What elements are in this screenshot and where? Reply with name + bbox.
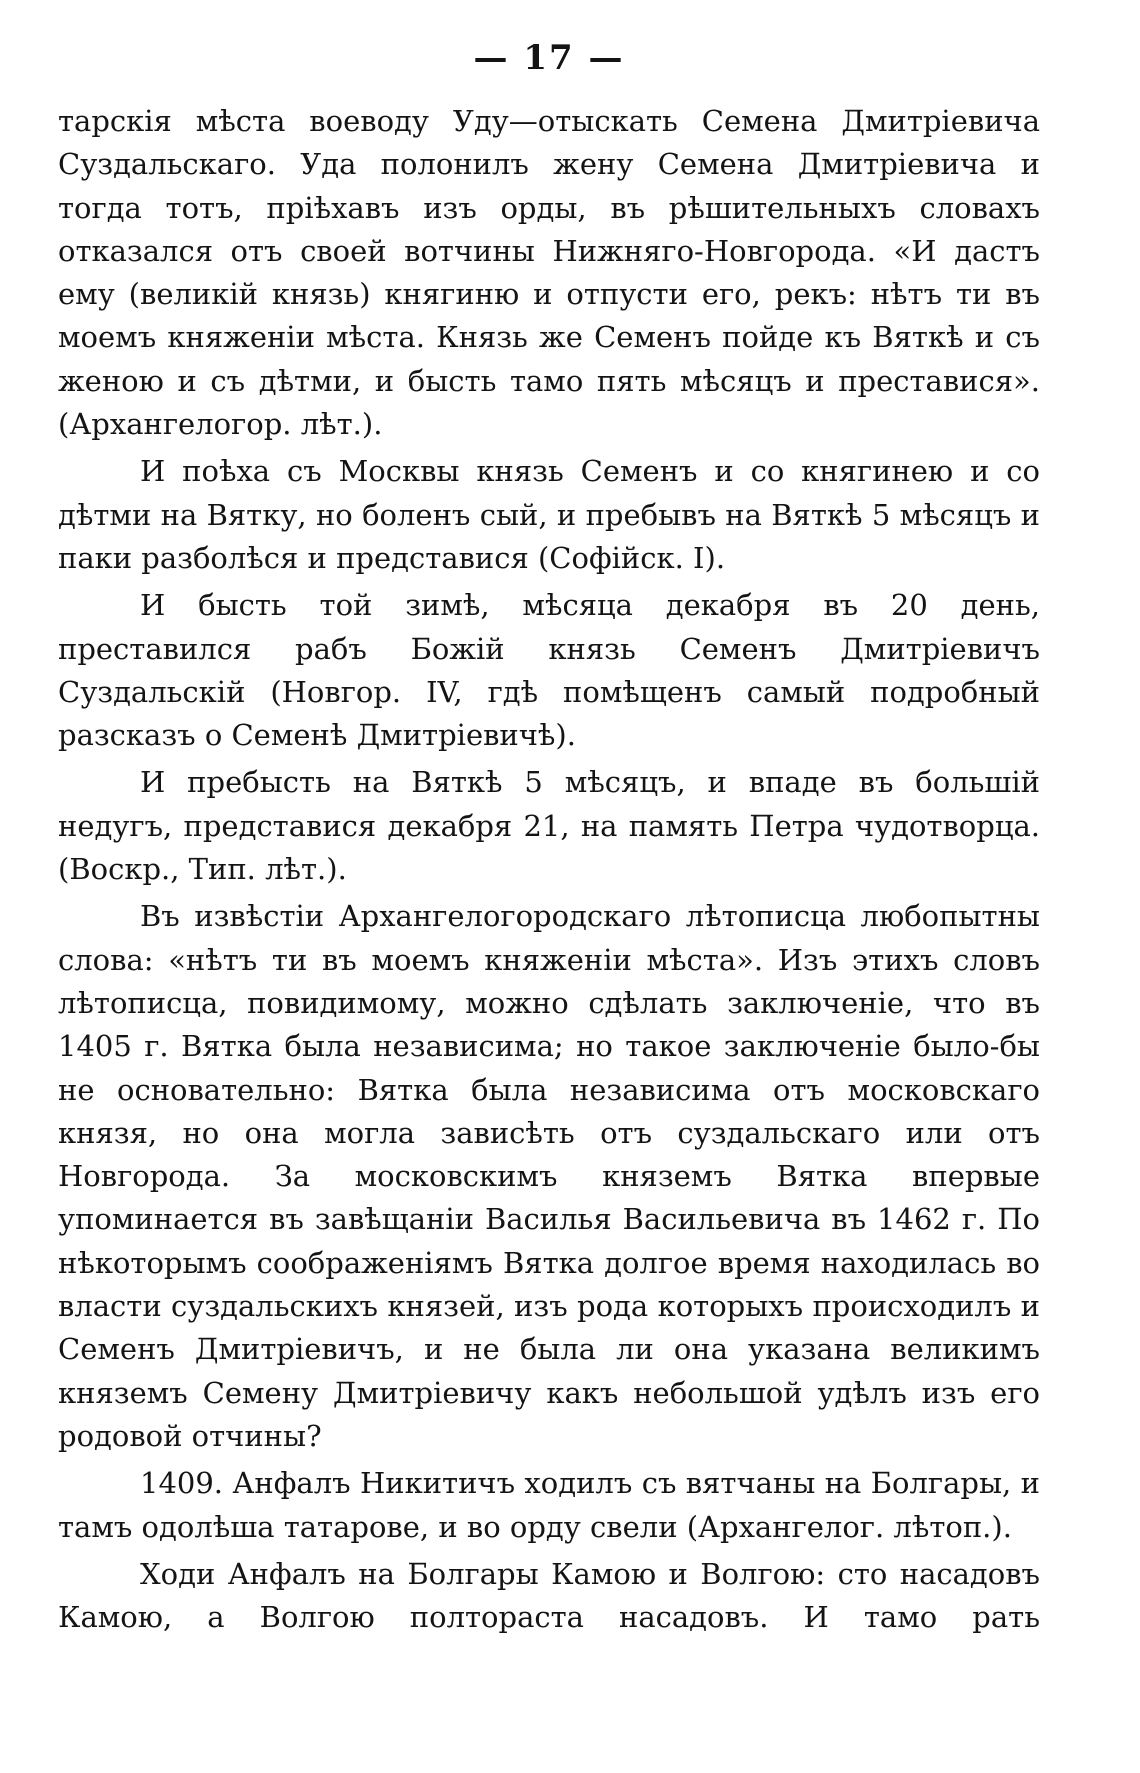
page-text-body [58, 100, 1040, 1639]
paragraph-5: Въ извѣстіи Архангелогородскаго лѣтописца любопытны слова: «нѣтъ ти въ моемъ княженіи мѣста». Изъ этихъ словъ лѣтописца, повидимому, можно сдѣлать заключеніе, что въ 1405 г. Вятка была независима; но такое заключеніе было-бы не основательно: Вятка была независима отъ московскаго князя, но она могла зависѣть отъ суздальскаго или отъ Новгорода. За московскимъ княземъ Вятка впервые упоминается въ завѣщаніи Василья Васильевича въ 1462 г. По нѣкоторымъ соображеніямъ Вятка долгое время находилась во власти суздальскихъ князей, изъ рода которыхъ происходилъ и Семенъ Дмитріевичъ, и не была ли она указана великимъ княземъ Семену Дмитріевичу какъ небольшой удѣлъ изъ его родовой отчины? [58, 899, 1040, 1453]
paragraph-3: И бысть той зимѣ, мѣсяца декабря въ 20 день, преставился рабъ Божій князь Семенъ Дмитріевичъ Суздальскій (Новгор. IV, гдѣ помѣщенъ самый подробный разсказъ о Семенѣ Дмитріевичѣ). [58, 588, 1040, 753]
paragraph-1: тарскія мѣста воеводу Уду—отыскать Семена Дмитріевича Суздальскаго. Уда полонилъ жену Семена Дмитріевича и тогда тотъ, пріѣхавъ изъ орды, въ рѣшительныхъ словахъ отказался отъ своей вотчины Нижняго-Новгорода. «И дастъ ему (великій князь) княгиню и отпусти его, рекъ: нѣтъ ти въ моемъ княженіи мѣста. Князь же Семенъ пойде къ Вяткѣ и съ женою и съ дѣтми, и бысть тамо пять мѣсяцъ и преставися». (Архангелогор. лѣт.). [58, 104, 1040, 442]
paragraph-2: И поѣха съ Москвы князь Семенъ и со княгинею и со дѣтми на Вятку, но боленъ сый, и пребывъ на Вяткѣ 5 мѣсяцъ и паки разболѣся и представися (Софійск. I). [58, 454, 1040, 575]
paragraph-7: Ходи Анфалъ на Болгары Камою и Волгою: сто насадовъ Камою, а Волгою полтораста насадовъ. И тамо рать [58, 1556, 1040, 1635]
paragraph-6: 1409. Анфалъ Никитичъ ходилъ съ вятчаны на Болгары, и тамъ одолѣша татарове, и во орду свели (Архангелог. лѣтоп.). [58, 1466, 1040, 1544]
paragraph-4: И пребысть на Вяткѣ 5 мѣсяцъ, и впаде въ большій недугъ, представися декабря 21, на память Петра чудотворца. (Воскр., Тип. лѣт.). [58, 765, 1040, 887]
page-number: — 17 — [473, 38, 625, 78]
